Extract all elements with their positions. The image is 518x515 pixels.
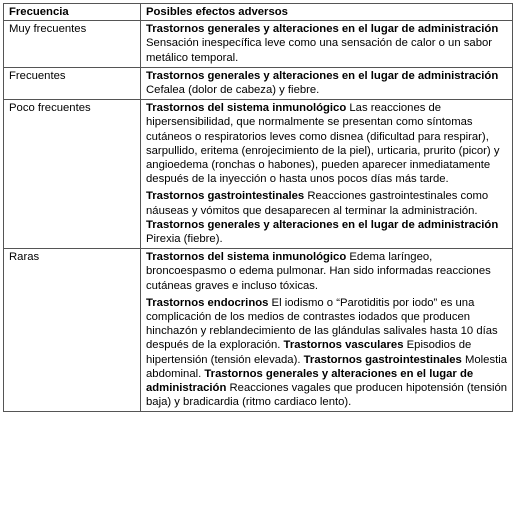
- effect-category: Trastornos generales y alteraciones en el lugar de administración: [146, 218, 499, 231]
- effect-paragraph: [146, 189, 508, 246]
- header-effects: Posibles efectos adversos: [141, 4, 513, 21]
- effect-paragraph: [146, 250, 508, 293]
- effect-description: Cefalea (dolor de cabeza) y fiebre.: [146, 84, 320, 97]
- frequency-cell: Poco frecuentes: [4, 100, 141, 249]
- effect-category: Trastornos vasculares: [283, 339, 404, 352]
- effect-description: Edema laríngeo, broncoespasmo o edema pulmonar. Han sido informadas reacciones cutáneas graves e incluso tóxicas.: [146, 251, 491, 292]
- effect-description: Reacciones gastrointestinales como náuseas y vómitos que desaparecen al terminar la administración.: [146, 190, 489, 217]
- frequency-cell: Muy frecuentes: [4, 21, 141, 68]
- effect-category: Trastornos del sistema inmunológico: [146, 102, 347, 115]
- table-row-muy-frecuentes: [4, 21, 513, 68]
- effects-cell: [141, 21, 513, 68]
- table-body: [4, 21, 513, 412]
- effect-category: Trastornos generales y alteraciones en el lugar de administración: [146, 69, 499, 82]
- effect-category: Trastornos generales y alteraciones en el lugar de administración: [146, 367, 474, 395]
- effect-category: Trastornos generales y alteraciones en el lugar de administración: [146, 23, 499, 36]
- effect-description: Pirexia (fiebre).: [146, 233, 223, 246]
- effect-description: Sensación inespecífica leve como una sensación de calor o un sabor metálico temporal.: [146, 37, 493, 64]
- effects-cell: [141, 67, 513, 99]
- effect-paragraph: [146, 101, 508, 186]
- table-row-raras: [4, 249, 513, 412]
- header-frequency: Frecuencia: [4, 4, 141, 21]
- effect-description: Molestia abdominal.: [146, 353, 508, 380]
- frequency-cell: Frecuentes: [4, 67, 141, 99]
- table-row-poco-frecuentes: [4, 100, 513, 249]
- frequency-cell: Raras: [4, 249, 141, 412]
- table-row-frecuentes: [4, 67, 513, 99]
- effect-category: Trastornos endocrinos: [146, 296, 269, 309]
- effect-category: Trastornos gastrointestinales: [146, 190, 305, 203]
- adverse-effects-table: [3, 3, 513, 412]
- effect-paragraph: [146, 296, 508, 410]
- effect-category: Trastornos del sistema inmunológico: [146, 251, 347, 264]
- effect-description: Las reacciones de hipersensibilidad, que normalmente se presentan como síntomas cutáneos o respiratorios leves como disnea (dificultad para respirar), sarpullido, eritema (enrojecimiento de la piel), urticaria, prurito (picor) y angioedema (ronchas o habones), pueden aparecer inmediatamente después de la inyección o hasta unos pocos días más tarde.: [146, 102, 500, 186]
- effect-description: Reacciones vagales que producen hipotensión (tensión baja) y bradicardia (ritmo cardiaco lento).: [146, 382, 508, 409]
- effect-description: Episodios de hipertensión (tensión elevada).: [146, 339, 472, 366]
- effects-cell: [141, 100, 513, 249]
- table-header-row: [4, 4, 513, 21]
- effect-paragraph: [146, 69, 508, 97]
- effect-category: Trastornos gastrointestinales: [303, 353, 462, 366]
- effects-cell: [141, 249, 513, 412]
- effect-paragraph: [146, 22, 508, 65]
- effect-description: El iodismo o “Parotiditis por iodo” es una complicación de los medios de contrastes iodados que producen hinchazón y reblandecimiento de las glándulas salivales hasta 10 días después de la exploración.: [146, 296, 498, 352]
